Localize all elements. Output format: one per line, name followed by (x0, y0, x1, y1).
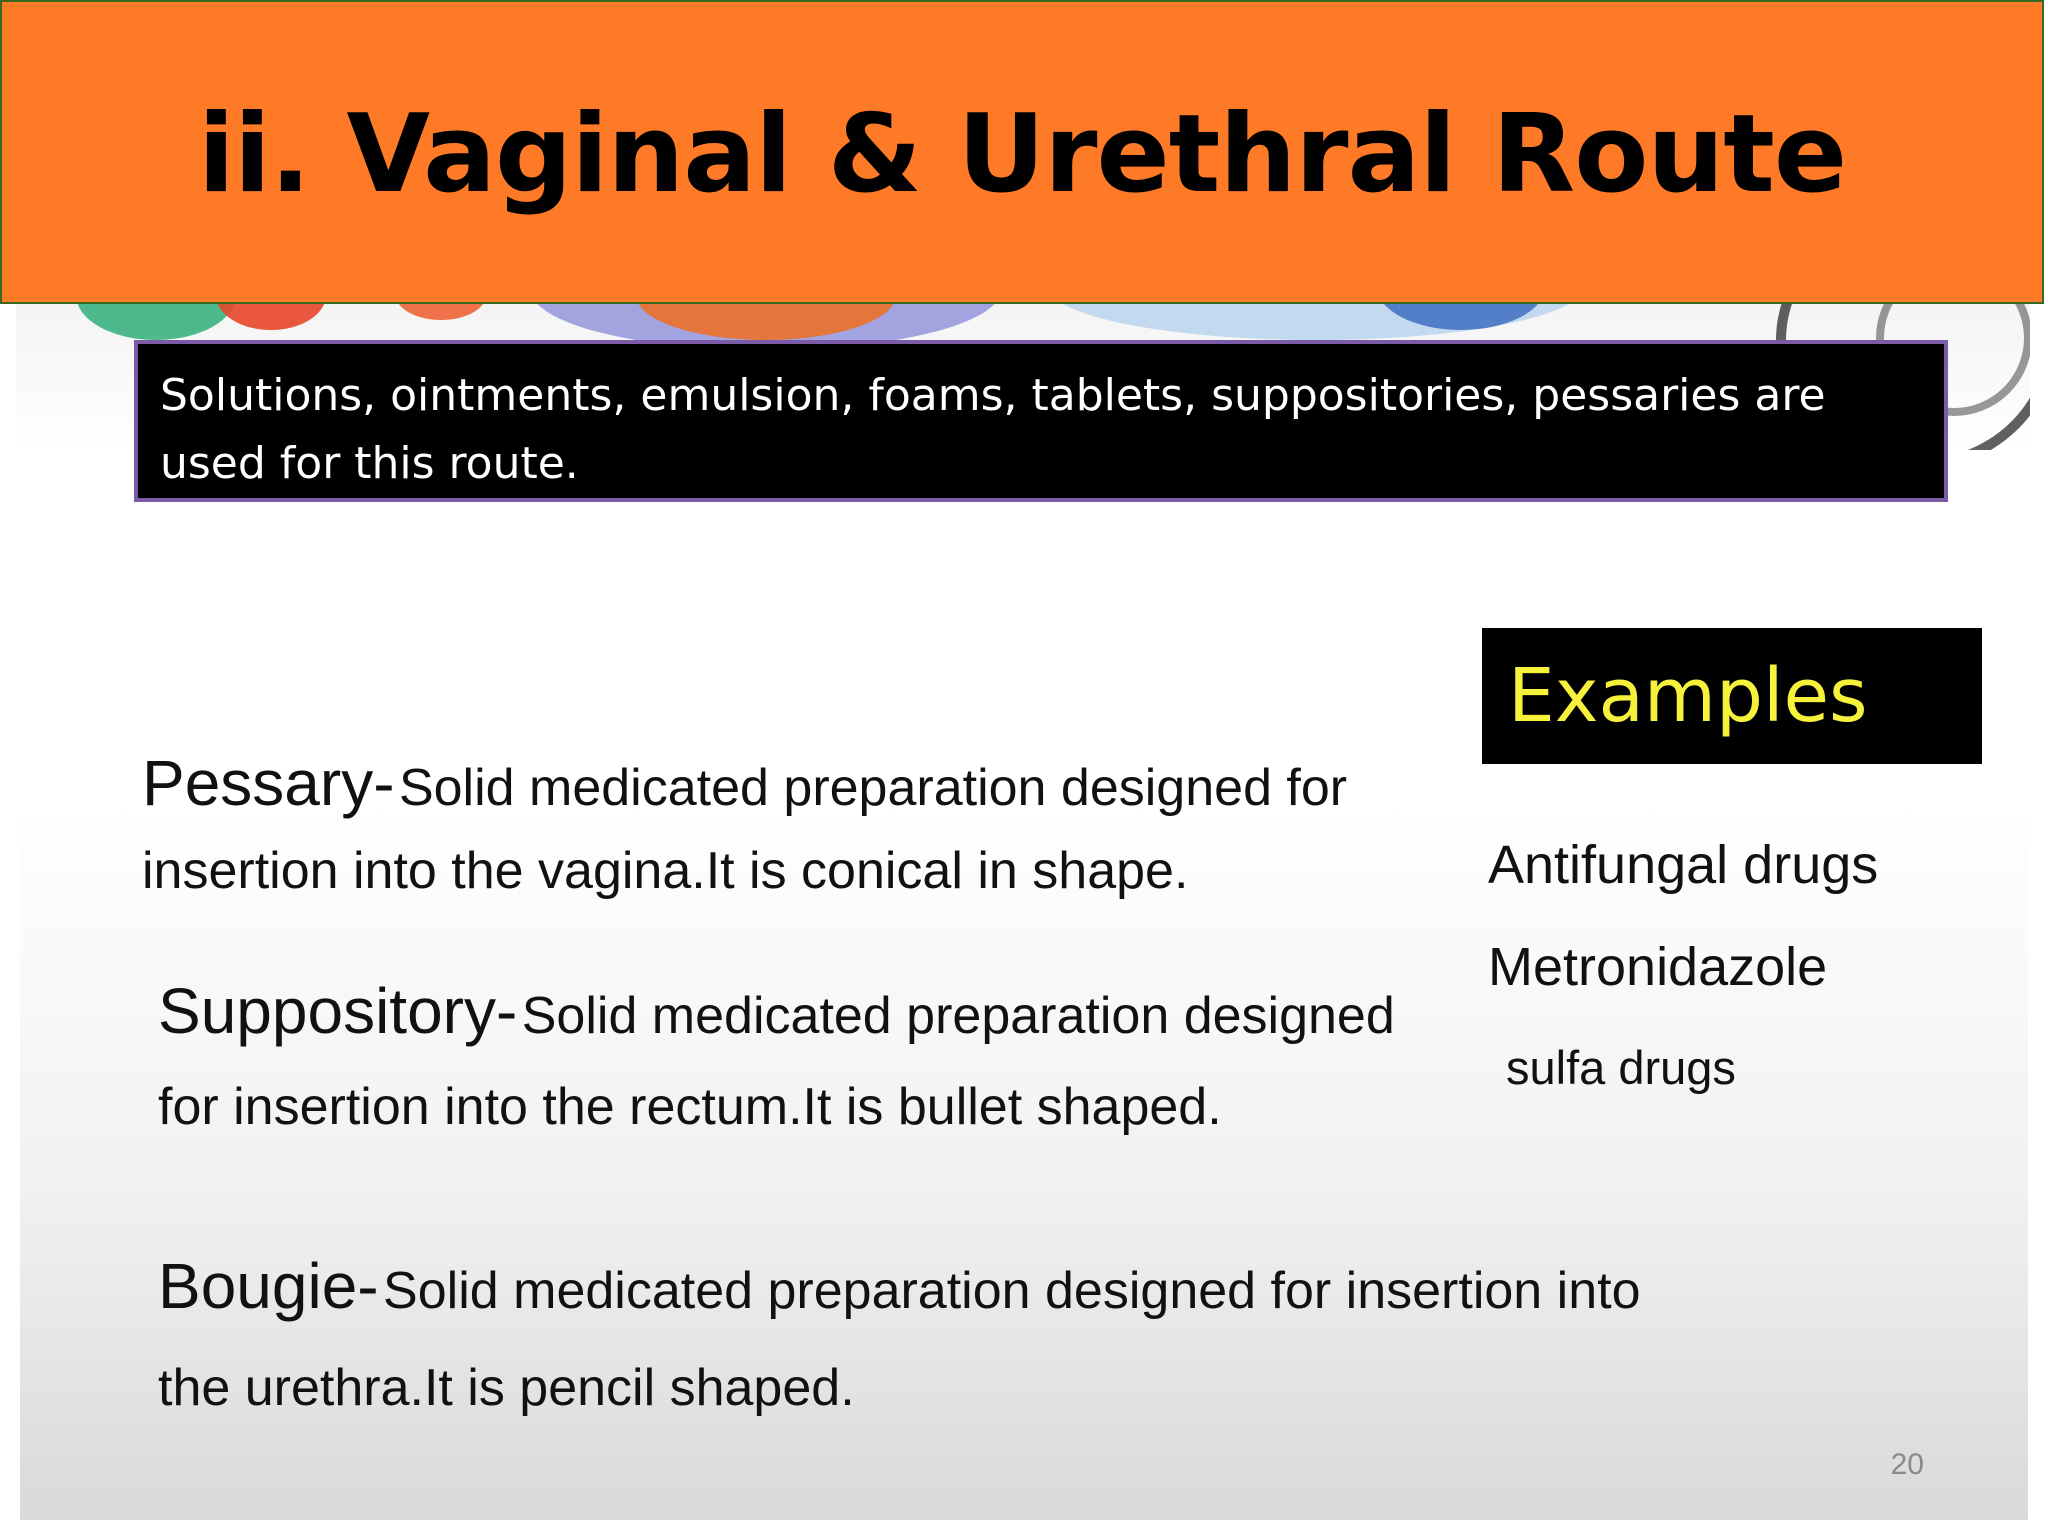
intro-text-box: Solutions, ointments, emulsion, foams, tablets, suppositories, pessaries are used for this route. (134, 340, 1948, 502)
example-item: Metronidazole (1488, 937, 1828, 997)
examples-heading-box (1482, 628, 1982, 764)
definition-term: Pessary- (142, 747, 395, 819)
definition-bougie (158, 1244, 1718, 1443)
definition-description: Solid medicated preparation designed for insertion into the vagina.It is conical in shape. (142, 759, 1348, 900)
definition-term: Bougie- (158, 1250, 379, 1322)
examples-heading: Examples (1508, 653, 1868, 739)
definition-term: Suppository- (158, 975, 518, 1047)
example-item: Antifungal drugs (1488, 835, 1879, 895)
definition-pessary (142, 748, 1432, 919)
definition-suppository (158, 972, 1408, 1159)
definition-description: Solid medicated preparation designed for insertion into the urethra.It is pencil shaped. (158, 1262, 1641, 1417)
definition-description: Solid medicated preparation designed for insertion into the rectum.It is bullet shaped. (158, 987, 1395, 1136)
slide-header (0, 0, 2044, 304)
page-number: 20 (1890, 1448, 1924, 1481)
slide-title: ii. Vaginal & Urethral Route (197, 91, 1847, 217)
example-item: sulfa drugs (1506, 1041, 1736, 1094)
